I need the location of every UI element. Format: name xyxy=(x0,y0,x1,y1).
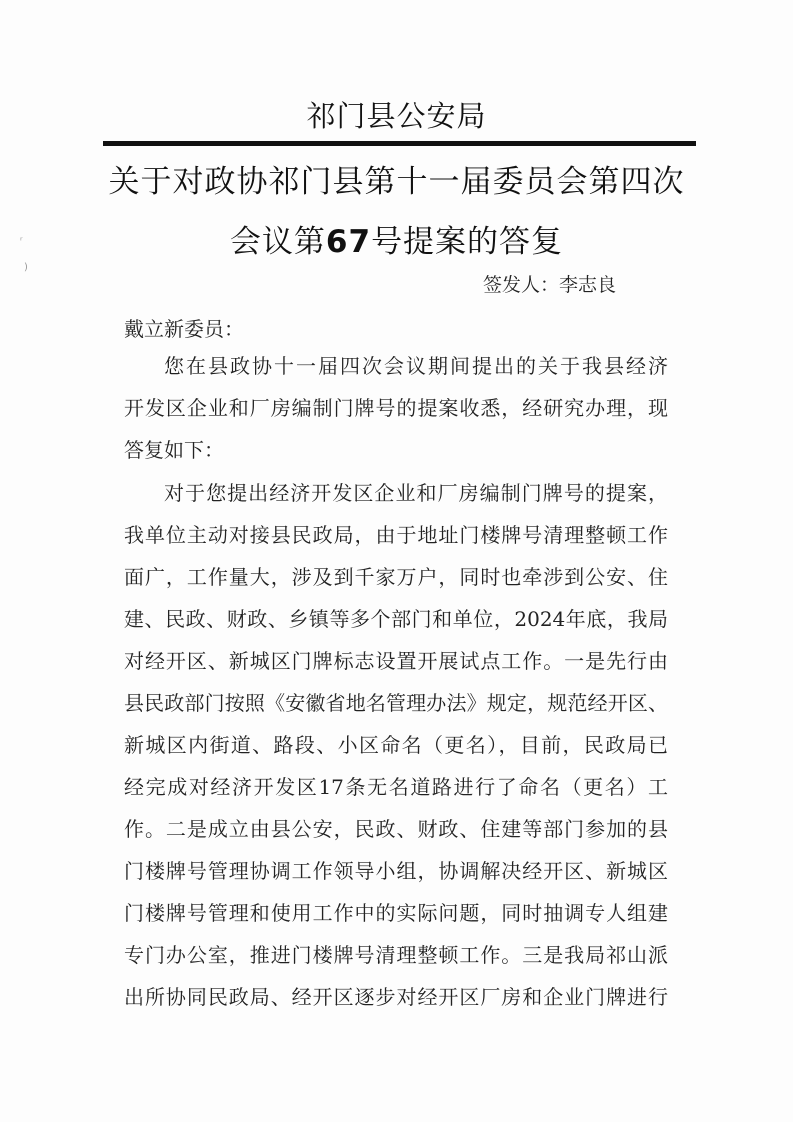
paragraph-2-line-10: 门楼牌号管理协调工作领导小组，协调解决经开区、新城区 xyxy=(124,859,668,883)
paragraph-2-line-1: 对于您提出经济开发区企业和厂房编制门牌号的提案， xyxy=(164,481,668,505)
salutation: 戴立新委员： xyxy=(124,317,244,341)
paragraph-1-line-1: 您在县政协十一届四次会议期间提出的关于我县经济 xyxy=(164,354,668,378)
paragraph-2-line-9: 作。二是成立由县公安，民政、财政、住建等部门参加的县 xyxy=(124,817,668,841)
issuer-name: 李志良 xyxy=(559,274,617,296)
paragraph-2-line-8: 经完成对经济开发区17条无名道路进行了命名（更名）工 xyxy=(124,775,668,799)
paragraph-2-line-2: 我单位主动对接县民政局，由于地址门楼牌号清理整顿工作 xyxy=(124,523,668,547)
paragraph-1-line-2: 开发区企业和厂房编制门牌号的提案收悉，经研究办理，现 xyxy=(124,396,668,420)
document-title-line-2 xyxy=(0,216,793,261)
paragraph-2-line-7: 新城区内街道、路段、小区命名（更名），目前，民政局已 xyxy=(124,733,668,757)
issuer-line xyxy=(483,270,616,297)
paragraph-1-line-3: 答复如下： xyxy=(124,438,224,462)
proposal-number: 67 xyxy=(325,224,372,260)
issuer-label: 签发人： xyxy=(483,274,560,296)
title-suffix: 号提案的答复 xyxy=(371,224,564,260)
paragraph-2-line-4: 建、民政、财政、乡镇等多个部门和单位，2024年底，我局 xyxy=(124,607,668,631)
paragraph-2-line-6: 县民政部门按照《安徽省地名管理办法》规定，规范经开区、 xyxy=(124,691,668,715)
title-prefix: 会议第 xyxy=(229,224,326,260)
paragraph-2-line-5: 对经开区、新城区门牌标志设置开展试点工作。一是先行由 xyxy=(124,649,668,673)
scan-margin-mark: ʳ xyxy=(20,236,23,247)
scan-margin-mark: ) xyxy=(24,262,28,273)
paragraph-2-line-12: 专门办公室，推进门楼牌号清理整顿工作。三是我局祁山派 xyxy=(124,943,668,967)
title-divider-rule xyxy=(103,141,696,146)
organization-heading: 祁门县公安局 xyxy=(306,99,487,133)
paragraph-2-line-3: 面广，工作量大，涉及到千家万户，同时也牵涉到公安、住 xyxy=(124,565,668,589)
paragraph-2-line-13: 出所协同民政局、经开区逐步对经开区厂房和企业门牌进行 xyxy=(124,985,668,1009)
paragraph-2-line-11: 门楼牌号管理和使用工作中的实际问题，同时抽调专人组建 xyxy=(124,901,668,925)
document-title-line-1: 关于对政协祁门县第十一届委员会第四次 xyxy=(108,164,685,200)
